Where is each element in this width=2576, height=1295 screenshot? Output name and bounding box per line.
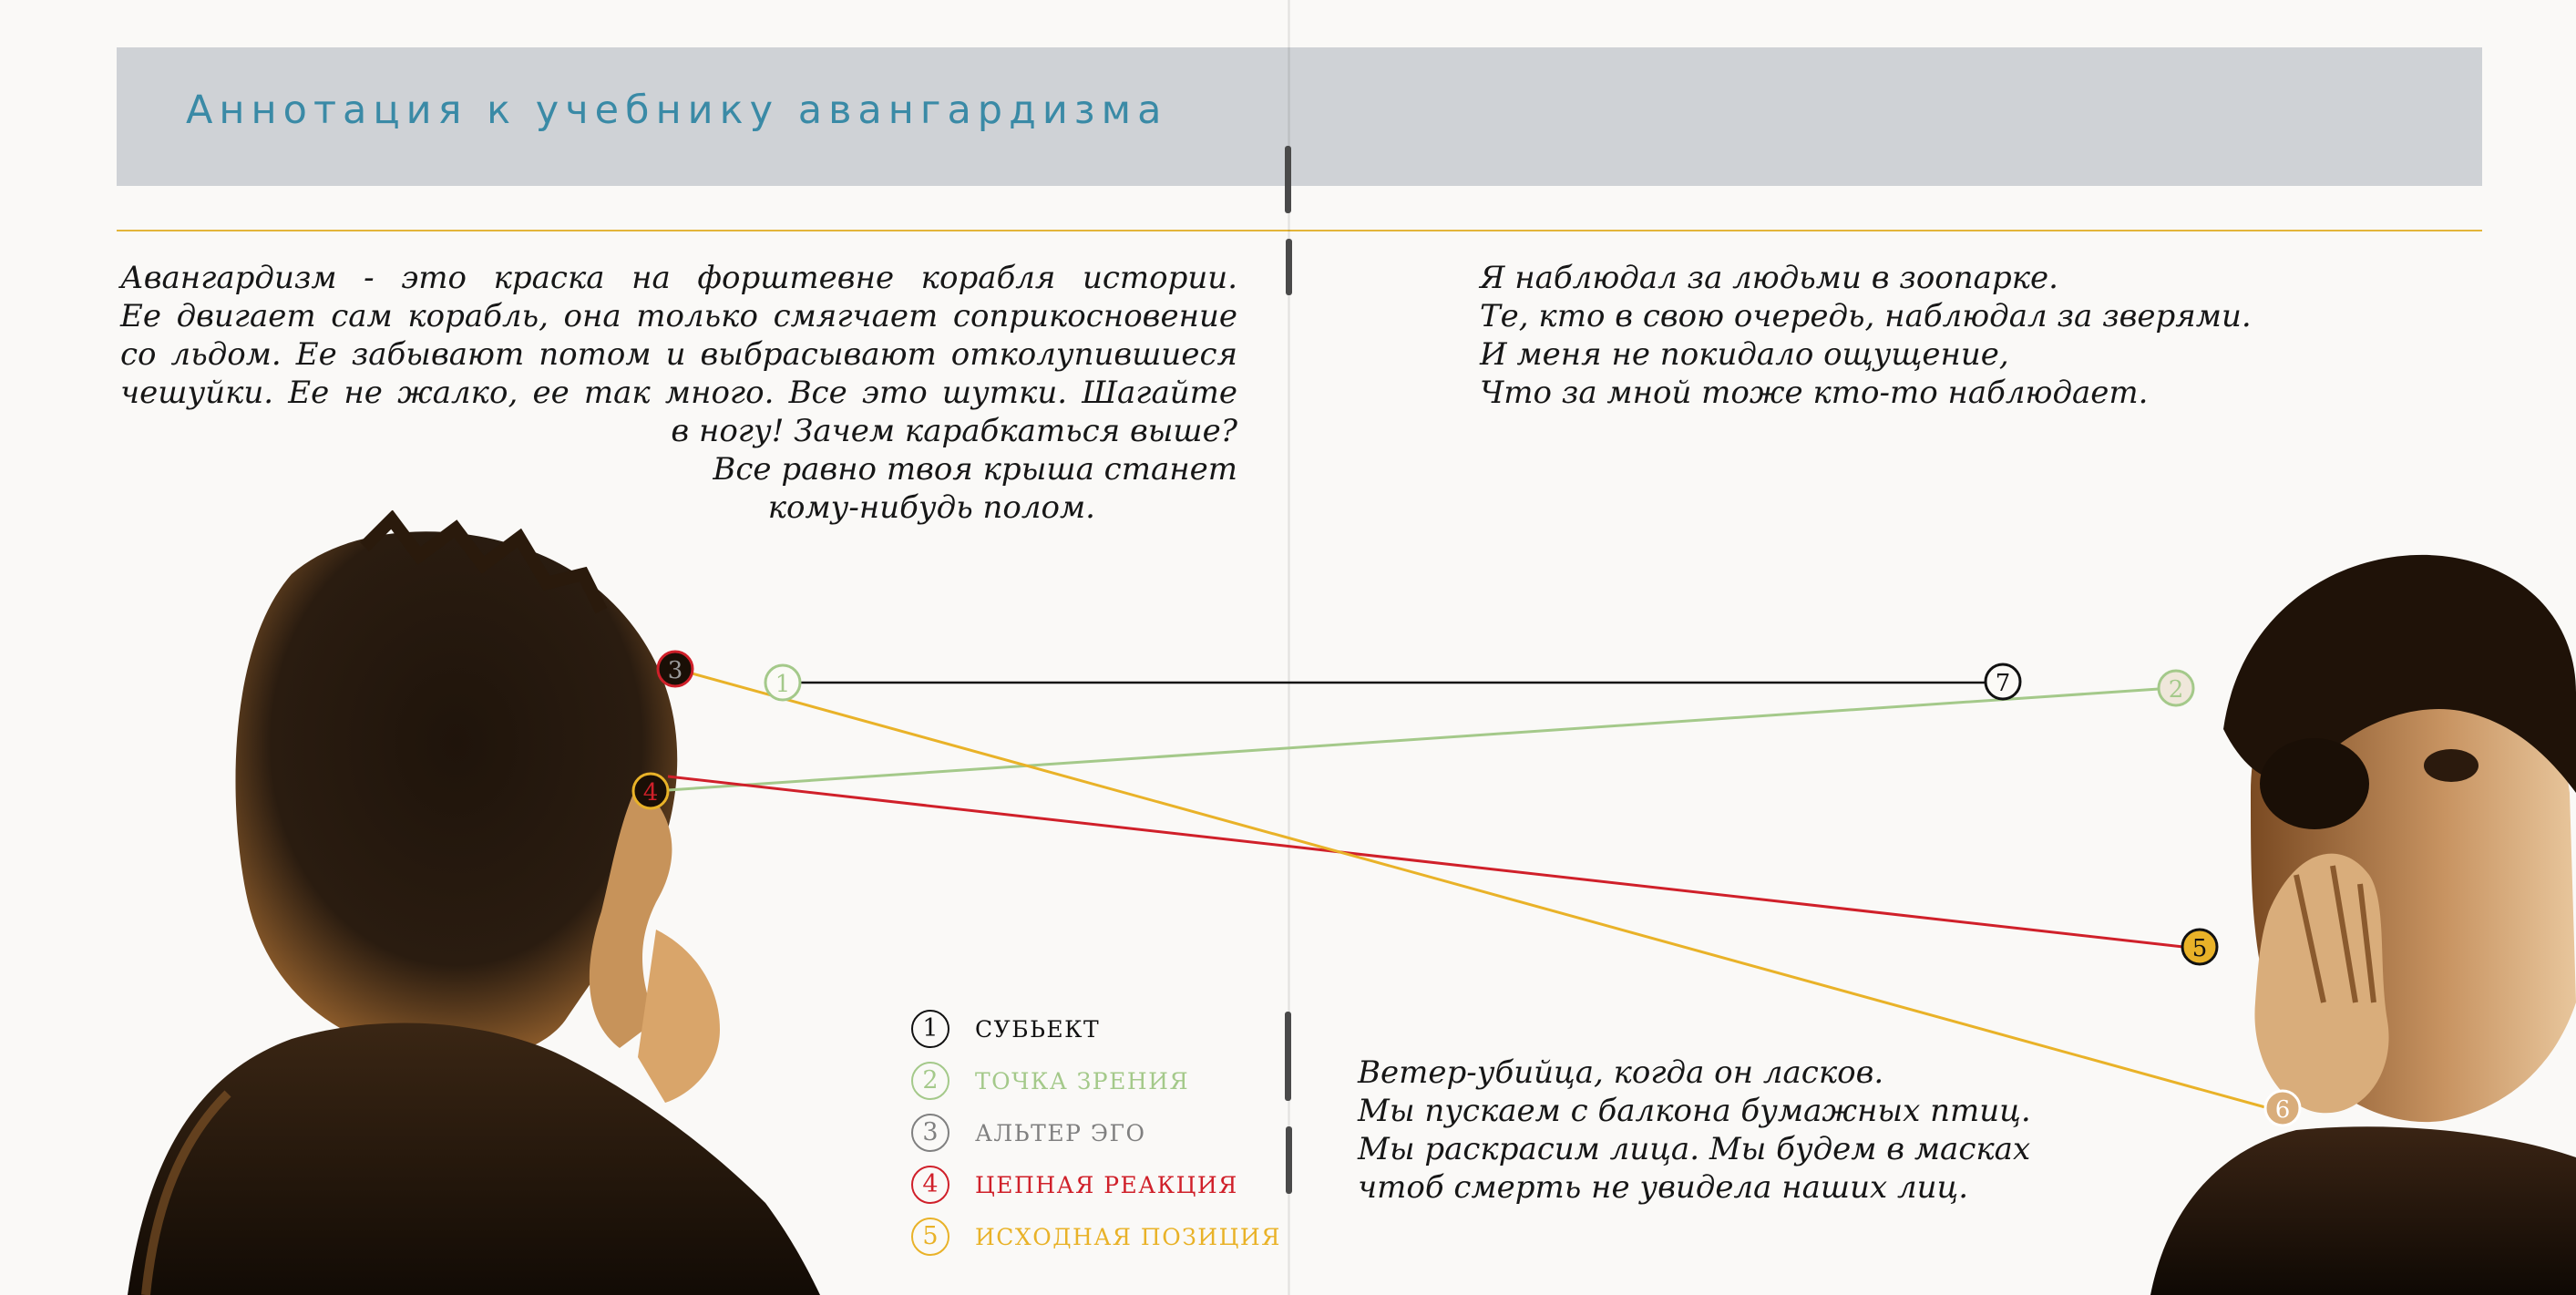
- line-4-to-2: [668, 689, 2159, 790]
- poem-line: И меня не покидало ощущение,: [1480, 336, 2009, 373]
- circled-5-icon: 5: [911, 1218, 949, 1256]
- left-paragraph-line: Авангардизм - это краска на форштевне корабля истории.: [120, 260, 1237, 296]
- legend-item-chain-reaction: [911, 1166, 1294, 1209]
- marker-4: [633, 774, 668, 808]
- marker-1: [765, 665, 800, 700]
- legend-label: АЛЬТЕР ЭГО: [975, 1120, 1146, 1146]
- svg-text:7: 7: [1995, 670, 2011, 697]
- legend-label: ТОЧКА ЗРЕНИЯ: [975, 1068, 1190, 1095]
- circled-3-icon: 3: [911, 1114, 949, 1152]
- left-paragraph-line: чешуйки. Ее не жалко, ее так много. Все это шутки. Шагайте: [120, 375, 1237, 411]
- poem-line: Что за мной тоже кто-то наблюдает.: [1480, 375, 2149, 411]
- poem-line: Ветер-убийца, когда он ласков.: [1358, 1054, 1884, 1091]
- marker-2: [2159, 671, 2193, 705]
- legend-item-alter-ego: [911, 1114, 1294, 1157]
- poem-line: Я наблюдал за людьми в зоопарке.: [1480, 260, 2058, 296]
- legend-item-subject: [911, 1010, 1294, 1053]
- line-4-to-5: [668, 776, 2183, 947]
- poem-line: Мы раскрасим лица. Мы будем в масках: [1358, 1131, 2031, 1167]
- left-paragraph-line: Ее двигает сам корабль, она только смягчает соприкосновение: [120, 298, 1237, 334]
- circled-4-icon: 4: [911, 1166, 949, 1204]
- legend-item-start-position: [911, 1218, 1294, 1261]
- svg-text:3: 3: [667, 657, 683, 684]
- left-paragraph-line: со льдом. Ее забывают потом и выбрасывают отколупившиеся: [120, 336, 1237, 373]
- marker-3: [658, 652, 693, 686]
- legend-item-viewpoint: [911, 1062, 1294, 1105]
- poem-line: Мы пускаем с балкона бумажных птиц.: [1358, 1093, 2031, 1129]
- svg-text:6: 6: [2274, 1096, 2291, 1124]
- left-paragraph-line: Все равно твоя крыша станет: [713, 451, 1237, 488]
- svg-text:5: 5: [2191, 935, 2208, 962]
- legend-label: СУБЬЕКТ: [975, 1016, 1101, 1043]
- circled-2-icon: 2: [911, 1062, 949, 1100]
- marker-5: [2182, 930, 2217, 964]
- svg-text:1: 1: [775, 671, 791, 698]
- page-title: Аннотация к учебнику авангардизма: [186, 87, 1168, 133]
- svg-text:4: 4: [642, 779, 659, 807]
- poem-line: чтоб смерть не увидела наших лиц.: [1358, 1169, 1969, 1206]
- circled-1-icon: 1: [911, 1010, 949, 1048]
- svg-text:2: 2: [2168, 676, 2184, 704]
- left-paragraph-line: кому-нибудь полом.: [767, 489, 1095, 526]
- marker-6: [2265, 1091, 2300, 1125]
- left-paragraph-line: в ногу! Зачем карабкаться выше?: [671, 413, 1237, 449]
- legend-label: ИСХОДНАЯ ПОЗИЦИЯ: [975, 1224, 1281, 1250]
- poem-line: Те, кто в свою очередь, наблюдал за зверями.: [1480, 298, 2252, 334]
- legend-label: ЦЕПНАЯ РЕАКЦИЯ: [975, 1172, 1238, 1198]
- marker-7: [1986, 664, 2020, 699]
